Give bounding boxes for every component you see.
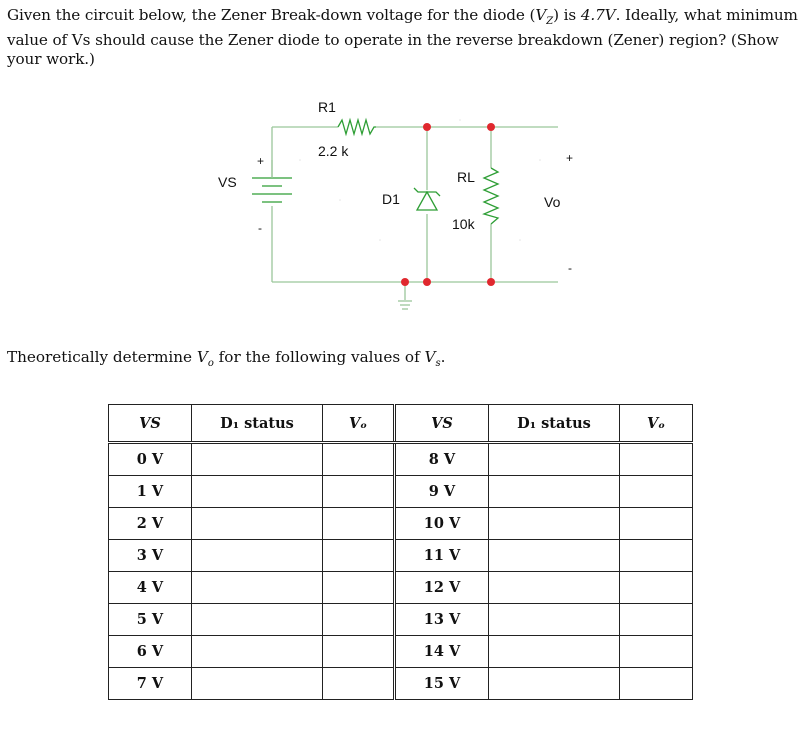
d1-status-left-cell: [192, 443, 323, 476]
header-vo-right: Vₒ: [620, 405, 693, 443]
vs-right-cell: 8 V: [395, 443, 489, 476]
d1-status-right-cell: [489, 604, 620, 636]
vs-left-cell: 3 V: [109, 540, 192, 572]
d1-status-left-cell: [192, 636, 323, 668]
vo-left-cell: [323, 636, 395, 668]
header-vo-left: Vₒ: [323, 405, 395, 443]
vs-right-cell: 12 V: [395, 572, 489, 604]
d1-status-right-cell: [489, 636, 620, 668]
d1-status-left-cell: [192, 508, 323, 540]
vo-right-cell: [620, 668, 693, 700]
d1-status-right-cell: [489, 443, 620, 476]
vz-symbol: V: [535, 6, 547, 24]
d1-status-right-cell: [489, 668, 620, 700]
vo-left-cell: [323, 508, 395, 540]
instruction-text: Theoretically determine $V_o$ for the following values of $V_s$.: [7, 348, 446, 370]
vs-left-cell: 2 V: [109, 508, 192, 540]
vs-right-cell: 10 V: [395, 508, 489, 540]
header-vs-right: VS: [395, 405, 489, 443]
zener-diode-symbol: [414, 188, 440, 210]
header-d1-left: D₁ status: [192, 405, 323, 443]
circuit-diagram: [0, 0, 806, 340]
r1-value-label: 2.2 k: [318, 143, 349, 159]
table-row: [109, 508, 693, 540]
output-plus-sign: +: [566, 151, 574, 165]
table-row: [109, 668, 693, 700]
table-row: [109, 572, 693, 604]
vz-subscript: Z: [546, 16, 554, 28]
d1-status-right-cell: [489, 540, 620, 572]
vs-right-cell: 14 V: [395, 636, 489, 668]
vs-left-cell: 0 V: [109, 443, 192, 476]
header-d1-right: D₁ status: [489, 405, 620, 443]
table-row: [109, 443, 693, 476]
d1-status-right-cell: [489, 476, 620, 508]
source-minus-sign: -: [258, 221, 262, 235]
table-row: [109, 604, 693, 636]
vo-left-cell: [323, 668, 395, 700]
vo-right-cell: [620, 540, 693, 572]
d1-status-right-cell: [489, 508, 620, 540]
output-minus-sign: -: [568, 261, 572, 275]
r1-name-label: R1: [318, 99, 336, 115]
question-text: Given the circuit below, the Zener Break-down voltage for the diode $(V_Z)$ is 4.7V. Ideally, what minimum value of Vs should cause the Zener diode to operate in the reverse breakdown (Zener) region? (Show your work.): [7, 6, 798, 69]
table-row: [109, 476, 693, 508]
d1-status-left-cell: [192, 540, 323, 572]
table-header-row: [109, 405, 693, 443]
d1-status-left-cell: [192, 668, 323, 700]
vs-right-cell: 9 V: [395, 476, 489, 508]
d1-status-left-cell: [192, 572, 323, 604]
table-row: [109, 636, 693, 668]
vs-left-cell: 1 V: [109, 476, 192, 508]
vo-left-cell: [323, 540, 395, 572]
vo-left-cell: [323, 604, 395, 636]
source-plus-sign: +: [257, 154, 265, 168]
load-value-label: 10k: [452, 216, 475, 232]
load-name-label: RL: [457, 169, 475, 185]
circuit-nodes: [401, 123, 495, 286]
vs-left-cell: 4 V: [109, 572, 192, 604]
output-name-label: Vo: [544, 194, 561, 210]
vo-right-cell: [620, 572, 693, 604]
vz-value: 4.7V: [580, 6, 616, 24]
ground-icon: [398, 301, 412, 309]
vs-right-cell: 15 V: [395, 668, 489, 700]
vo-left-cell: [323, 476, 395, 508]
grid-dots: [299, 119, 541, 241]
vo-right-cell: [620, 508, 693, 540]
diode-name-label: D1: [382, 191, 400, 207]
source-name-label: VS: [218, 174, 237, 190]
vs-left-cell: 7 V: [109, 668, 192, 700]
vo-right-cell: [620, 443, 693, 476]
vs-left-cell: 5 V: [109, 604, 192, 636]
vs-left-cell: 6 V: [109, 636, 192, 668]
d1-status-left-cell: [192, 604, 323, 636]
table-body: [109, 443, 693, 700]
vs-right-cell: 13 V: [395, 604, 489, 636]
header-vs-left: VS: [109, 405, 192, 443]
vs-right-cell: 11 V: [395, 540, 489, 572]
vo-left-cell: [323, 443, 395, 476]
d1-status-left-cell: [192, 476, 323, 508]
values-table: [108, 404, 693, 700]
vo-right-cell: [620, 636, 693, 668]
vo-right-cell: [620, 476, 693, 508]
rl-resistor-symbol: [484, 168, 498, 224]
vo-left-cell: [323, 572, 395, 604]
table-row: [109, 540, 693, 572]
r1-resistor-symbol: [338, 120, 376, 134]
d1-status-right-cell: [489, 572, 620, 604]
vo-right-cell: [620, 604, 693, 636]
circuit-wires: [272, 127, 558, 300]
